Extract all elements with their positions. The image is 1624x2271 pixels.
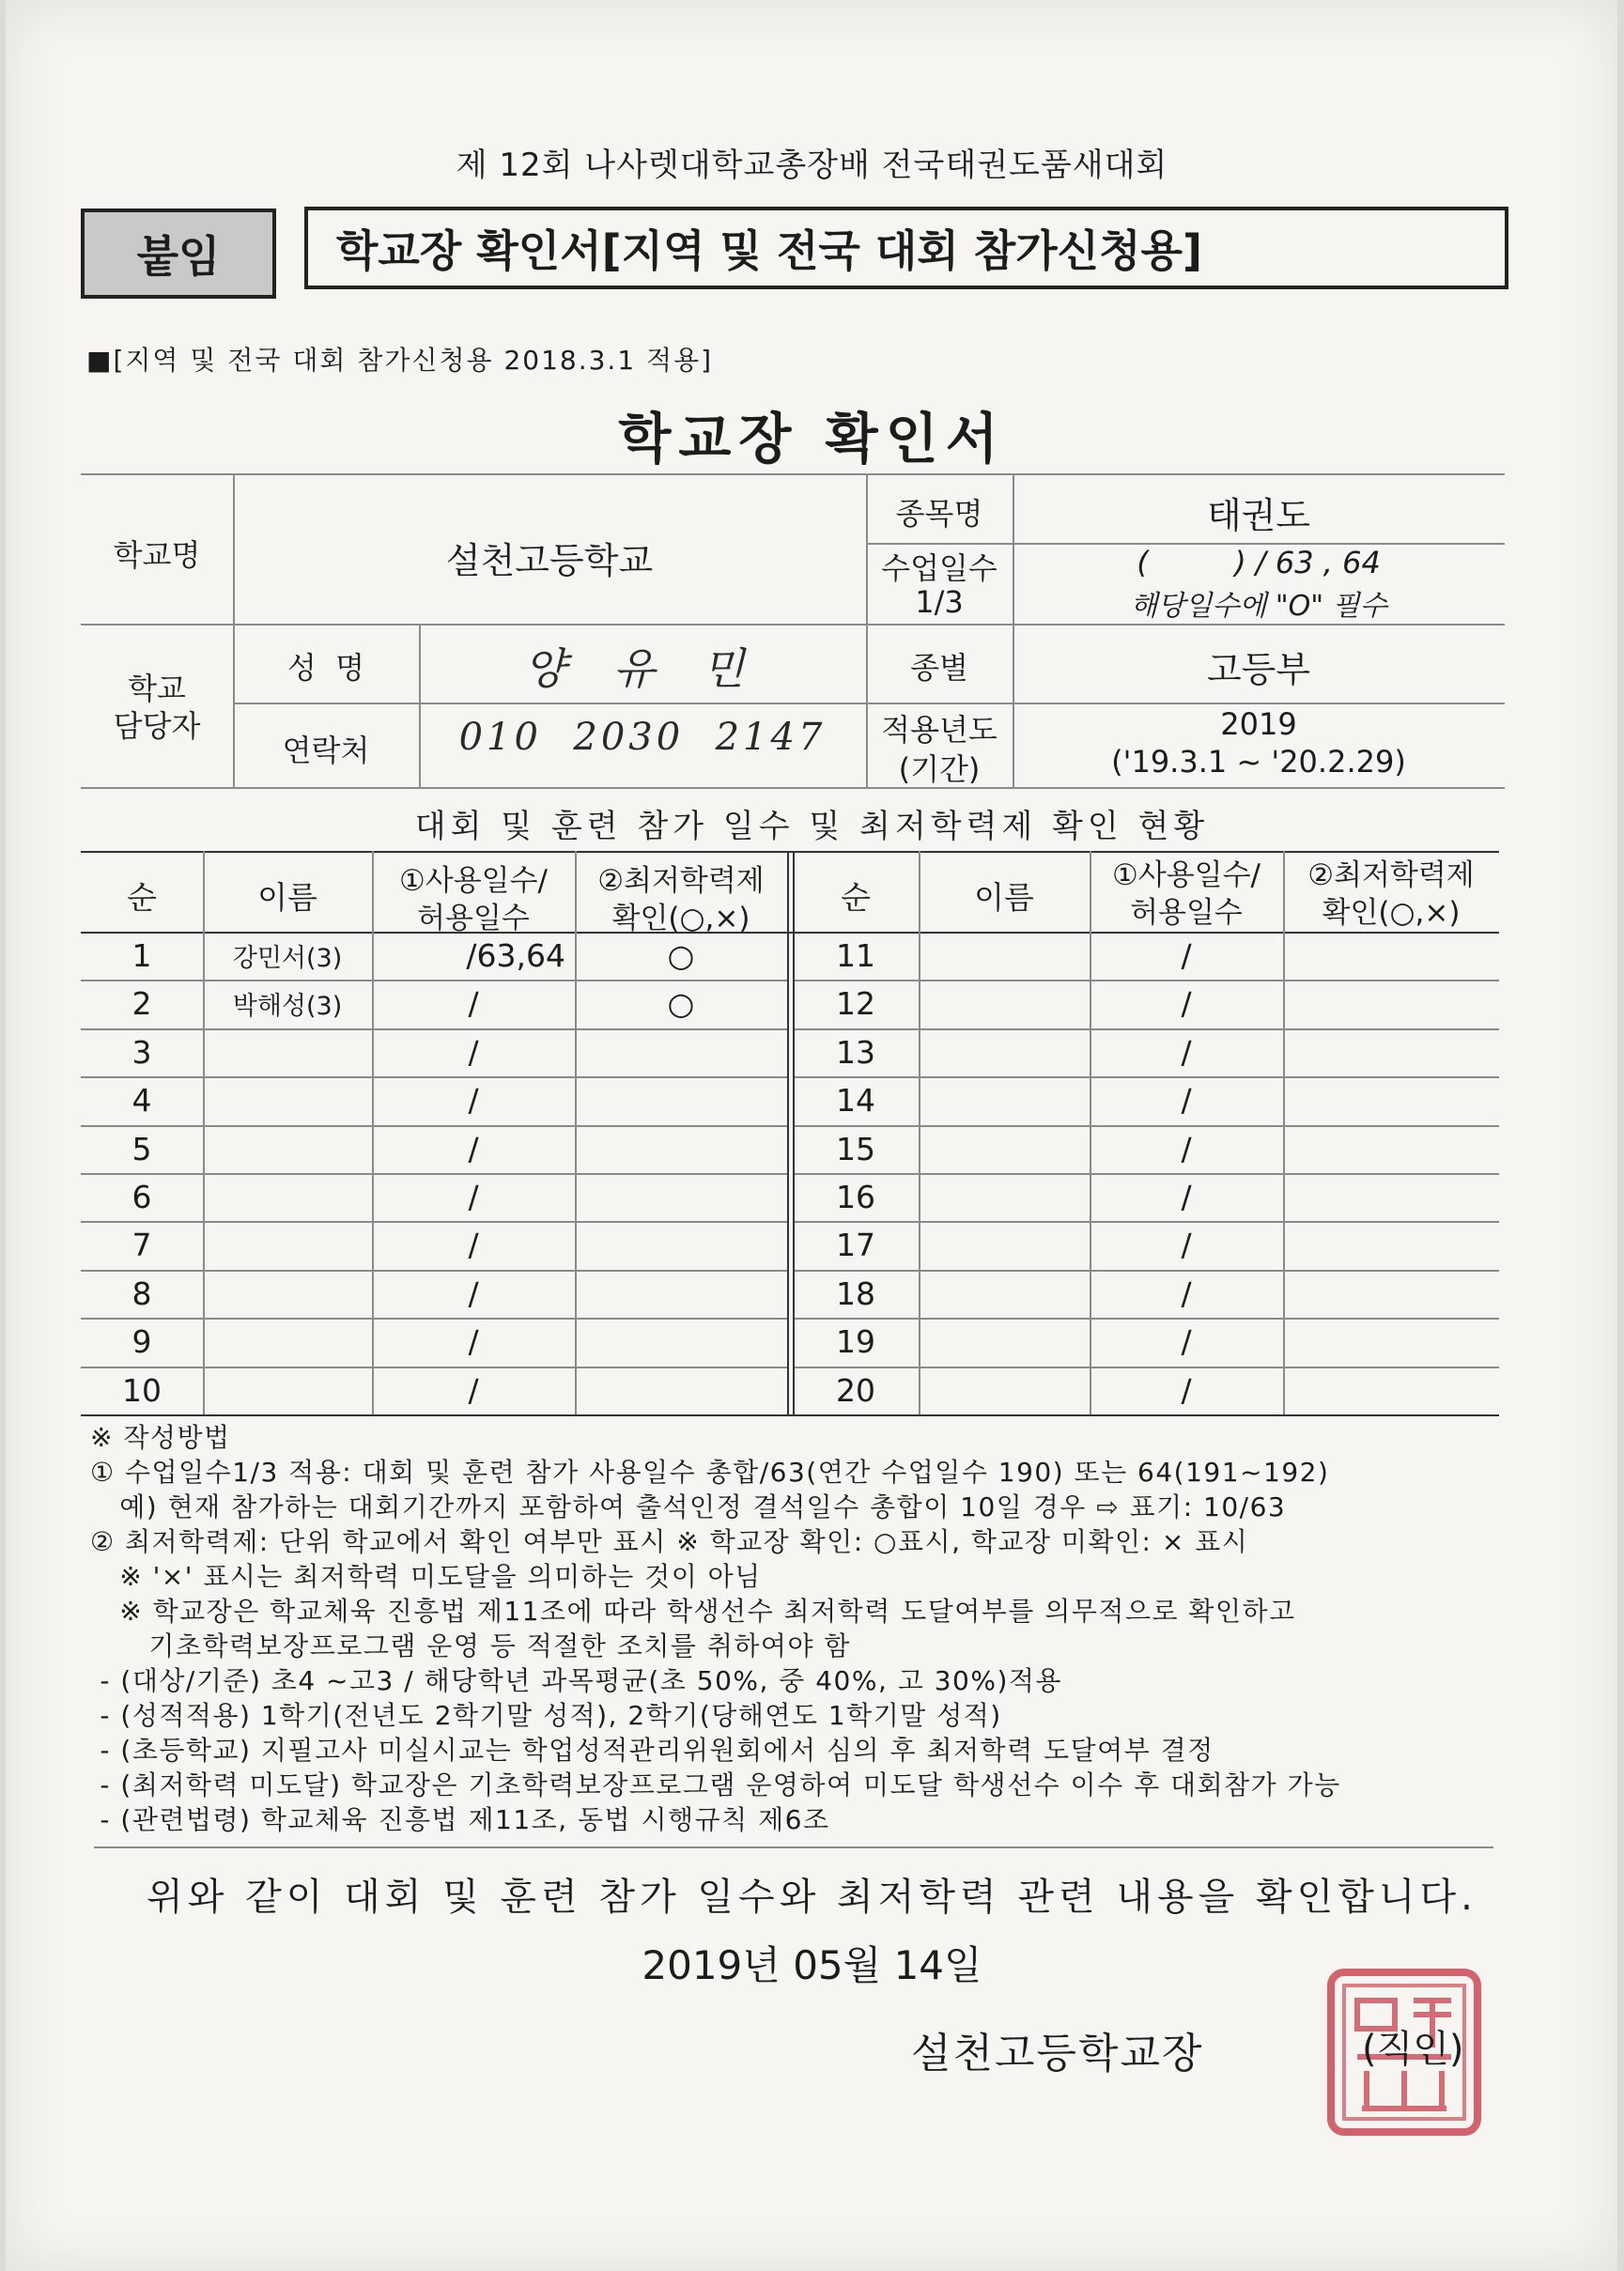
issue-date: 2019년 05월 14일	[642, 1942, 982, 1988]
days-value: /	[1181, 1130, 1192, 1167]
days-value: /	[468, 1033, 479, 1071]
header-check-right-2: 확인(○,×)	[1322, 896, 1461, 930]
days-value: /	[1181, 985, 1192, 1023]
table-caption: 대회 및 훈련 참가 일수 및 최저학력제 확인 현황	[414, 808, 1210, 845]
row-number: 7	[131, 1227, 152, 1264]
row-divider	[793, 1125, 1499, 1127]
row-divider	[793, 1221, 1499, 1223]
row-divider	[81, 1125, 787, 1127]
days-value: /	[1181, 1227, 1192, 1264]
confirmation-text: 위와 같이 대회 및 훈련 참가 일수와 최저학력 관련 내용을 확인합니다.	[147, 1876, 1477, 1919]
header-days-left-1: ①사용일수/	[398, 864, 549, 898]
days-value: /	[468, 1371, 479, 1409]
row-number: 2	[131, 985, 152, 1023]
days-value: /63,64	[466, 937, 565, 974]
days-note: 해당일수에 "O" 필수	[1130, 590, 1387, 623]
year-value: 2019	[1220, 706, 1297, 742]
days-value: /	[1181, 1371, 1192, 1409]
school-label: 학교명	[113, 537, 201, 573]
header-days-right-1: ①사용일수/	[1111, 858, 1261, 892]
row-number: 11	[836, 937, 875, 974]
principal-name: 설천고등학교장	[911, 2030, 1204, 2078]
row-number: 19	[836, 1323, 875, 1361]
period-value: ('19.3.1 ~ '20.2.29)	[1111, 744, 1406, 780]
days-value: /	[1181, 1323, 1192, 1361]
days-label-2: 1/3	[915, 584, 964, 620]
row-number: 20	[836, 1371, 875, 1409]
row-divider	[81, 1270, 787, 1272]
attachment-label: 붙임	[81, 209, 276, 299]
row-divider	[793, 1076, 1499, 1078]
school-value: 설천고등학교	[445, 540, 654, 581]
row-divider	[793, 1173, 1499, 1175]
row-number: 9	[131, 1323, 152, 1361]
contact-label: 연락처	[282, 733, 370, 768]
header-name-left: 이름	[257, 879, 317, 916]
days-value: /	[1181, 1179, 1192, 1215]
row-divider	[81, 1076, 787, 1078]
row-number: 1	[131, 937, 152, 974]
days-value: /	[468, 985, 479, 1023]
name-value: 양 유 민	[523, 643, 762, 694]
days-value: /	[1181, 937, 1192, 974]
days-value: /	[468, 1179, 479, 1215]
row-number: 12	[836, 985, 875, 1023]
days-value: /	[468, 1323, 479, 1361]
row-divider	[793, 1270, 1499, 1272]
days-value: /	[1181, 1275, 1192, 1312]
sport-value: 태권도	[1206, 495, 1311, 536]
row-number: 16	[836, 1179, 875, 1215]
days-value: /	[1181, 1082, 1192, 1120]
doc-title: 학교장 확인서	[618, 407, 1006, 471]
row-divider	[81, 1221, 787, 1223]
row-number: 6	[131, 1179, 152, 1215]
category-value: 고등부	[1206, 649, 1311, 690]
row-divider	[81, 980, 787, 981]
days-value: /	[468, 1275, 479, 1312]
sport-label: 종목명	[895, 496, 983, 532]
row-divider	[81, 1028, 787, 1030]
days-value: /	[468, 1082, 479, 1120]
header-no-left: 순	[127, 879, 157, 916]
header-days-right-2: 허용일수	[1130, 896, 1243, 930]
header-days-left-2: 허용일수	[417, 902, 530, 935]
row-number: 3	[131, 1033, 152, 1071]
days-value: ( ) / 63 , 64	[1137, 545, 1381, 580]
header-no-right: 순	[841, 879, 871, 916]
check-mark: ○	[667, 985, 695, 1023]
apply-note: ■[지역 및 전국 대회 참가신청용 2018.3.1 적용]	[86, 345, 714, 376]
row-divider	[81, 1173, 787, 1175]
year-label-1: 적용년도	[881, 712, 998, 748]
contact-value: 010 2030 2147	[458, 716, 827, 759]
row-divider	[793, 980, 1499, 981]
header-check-left-1: ②최저학력제	[597, 864, 765, 898]
row-number: 8	[131, 1275, 152, 1312]
manager-label-1: 학교	[128, 671, 186, 706]
row-divider	[81, 1367, 787, 1368]
header-name-right: 이름	[974, 879, 1034, 916]
name-label: 성 명	[286, 650, 365, 686]
header-check-right-1: ②최저학력제	[1307, 858, 1475, 892]
row-divider	[81, 1318, 787, 1320]
row-number: 18	[836, 1275, 875, 1312]
days-value: /	[468, 1227, 479, 1264]
student-name: 박해성(3)	[232, 992, 343, 1022]
days-label-1: 수업일수	[881, 550, 998, 586]
main-title: 학교장 확인서[지역 및 전국 대회 참가신청용]	[304, 207, 1508, 289]
row-number: 15	[836, 1130, 875, 1167]
days-value: /	[1181, 1033, 1192, 1071]
row-number: 17	[836, 1227, 875, 1264]
event-title: 제 12회 나사렛대학교총장배 전국태권도품새대회	[456, 147, 1168, 184]
seal-label: (직인)	[1362, 2028, 1464, 2071]
row-divider	[793, 1318, 1499, 1320]
row-number: 10	[122, 1371, 162, 1409]
row-number: 5	[131, 1130, 152, 1167]
year-label-2: (기간)	[898, 751, 981, 787]
row-divider	[793, 1028, 1499, 1030]
row-number: 4	[131, 1082, 152, 1120]
manager-label-2: 담당자	[113, 708, 201, 744]
row-number: 13	[836, 1033, 875, 1071]
check-mark: ○	[667, 937, 695, 974]
row-number: 14	[836, 1082, 875, 1120]
category-label: 종별	[910, 650, 968, 686]
instructions: ※ 작성방법 ① 수업일수1/3 적용: 대회 및 훈련 참가 사용일수 총합/63(연간 수업일수 190) 또는 64(191~192) 예) 현재 참가하는 대회기간까지 포함하여 출석인정 결석일수 총합이 10일 경우 ⇨ 표기: 10/63 ② 최저학력제: 단위 학교에서 확인 여부만 표시 ※ 학교장 확인: ○표시, 학교장 미확인: × 표시 ※ '×' 표시는 최저학력 미도달을 의미하는 것이 아님 ※ 학교장은 학교체육 진흥법 제11조에 따라 학생선수 최저학력 도달여부를 의무적으로 확인하고 기초학력보장프로그램 운영 등 적절한 조치를 취하여야 함 - (대상/기준) 초4 ~고3 / 해당학년 과목평균(초 50%, 중 40%, 고 30%)적용 - (성적적용) 1학기(전년도 2학기말 성적), 2학기(당해연도 1학기말 성적) - (초등학교) 지필고사 미실시교는 학업성적관리위원회에서 심의 후 최저학력 도달여부 결정 - (최저학력 미도달) 학교장은 기초학력보장프로그램 운영하여 미도달 학생선수 이수 후 대회참가 가능 - (관련법령) 학교체육 진흥법 제11조, 동법 시행규칙 제6조	[90, 1422, 1341, 1835]
days-value: /	[468, 1130, 479, 1167]
student-name: 강민서(3)	[232, 944, 343, 973]
header-check-left-2: 확인(○,×)	[611, 902, 750, 935]
row-divider	[793, 1367, 1499, 1368]
